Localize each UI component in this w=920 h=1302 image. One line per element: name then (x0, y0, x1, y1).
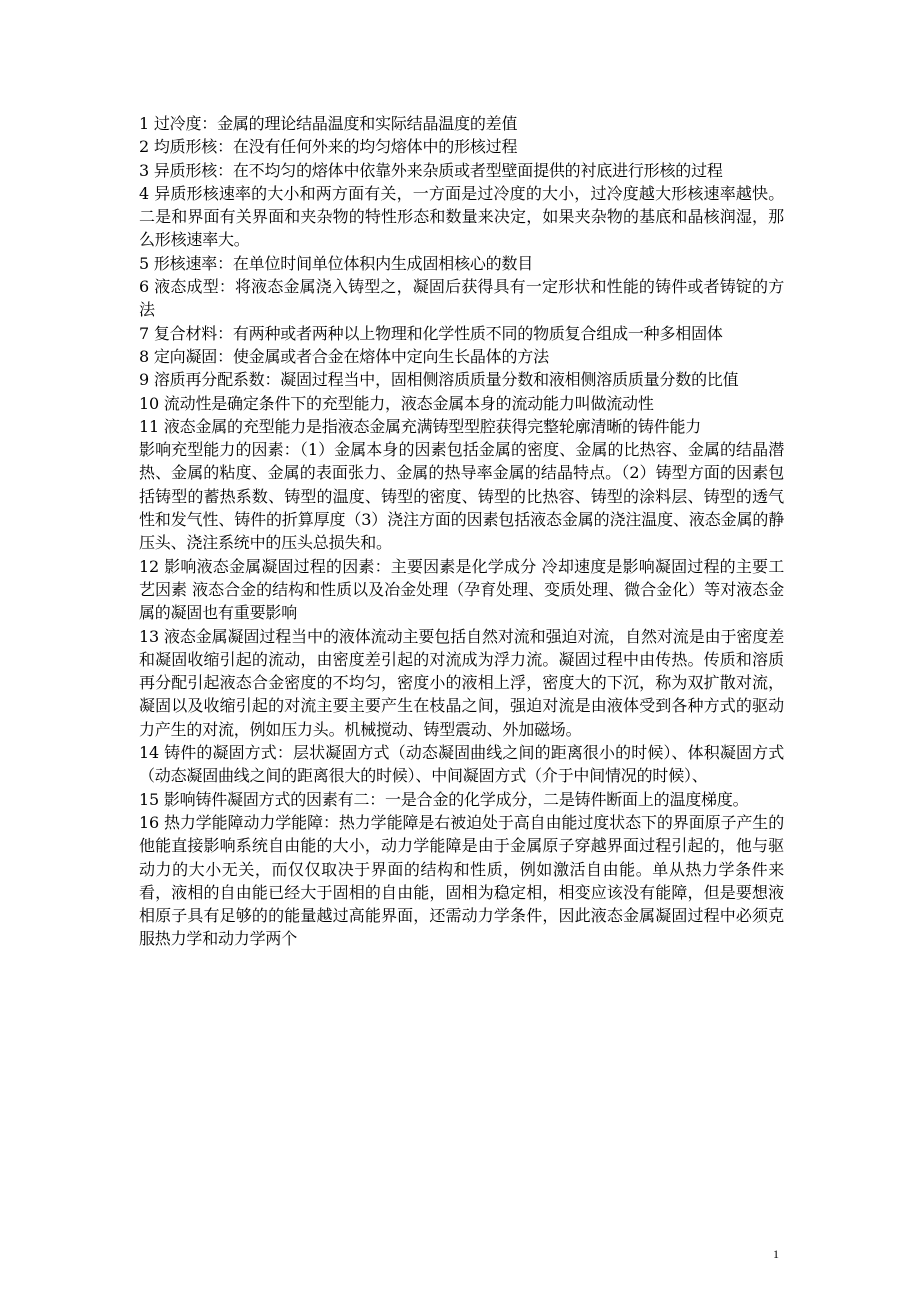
paragraph-10: 10 流动性是确定条件下的充型能力，液态金属本身的流动能力叫做流动性 (139, 393, 654, 413)
paragraph-8: 8 定向凝固：使金属或者合金在熔体中定向生长晶体的方法 (139, 346, 549, 366)
paragraph-16: 16 热力学能障动力学能障：热力学能障是右被迫处于高自由能过度状态下的界面原子产生的他能直接影响系统自由能的大小，动力学能障是由于金属原子穿越界面过程引起的，他与驱动力的大小无关，而仅仅取决于界面的结构和性质，例如激活自由能。单从热力学条件来看，液相的自由能已经大于固相的自由能，固相为稳定相，相变应该没有能障，但是要想液相原子具有足够的的能量越过高能界面，还需动力学条件，因此液态金属凝固过程中必须克服热力学和动力学两个 (139, 812, 784, 949)
paragraph-12: 12 影响液态金属凝固过程的因素：主要因素是化学成分 冷却速度是影响凝固过程的主要工艺因素 液态合金的结构和性质以及冶金处理（孕育处理、变质处理、微合金化）等对液态金属的凝固也有重要影响 (139, 556, 784, 623)
paragraph-11-factors: 影响充型能力的因素：（1）金属本身的因素包括金属的密度、金属的比热容、金属的结晶潜热、金属的粘度、金属的表面张力、金属的热导率金属的结晶特点。（2）铸型方面的因素包括铸型的蓄热系数、铸型的温度、铸型的密度、铸型的比热容、铸型的涂料层、铸型的透气性和发气性、铸件的折算厚度（3）浇注方面的因素包括液态金属的浇注温度、液态金属的静压头、浇注系统中的压头总损失和。 (139, 440, 784, 553)
paragraph-5: 5 形核速率：在单位时间单位体积内生成固相核心的数目 (139, 253, 534, 273)
paragraph-1: 1 过冷度：金属的理论结晶温度和实际结晶温度的差值 (139, 114, 518, 133)
document-body (139, 112, 784, 951)
paragraph-6: 6 液态成型：将液态金属浇入铸型之，凝固后获得具有一定形状和性能的铸件或者铸锭的方法 (139, 277, 784, 320)
paragraph-4: 4 异质形核速率的大小和两方面有关，一方面是过冷度的大小，过冷度越大形核速率越快。二是和界面有关界面和夹杂物的特性形态和数量来决定，如果夹杂物的基底和晶核润湿，那么形核速率大。 (139, 183, 784, 250)
paragraph-9: 9 溶质再分配系数：凝固过程当中，固相侧溶质质量分数和液相侧溶质质量分数的比值 (139, 370, 739, 390)
paragraph-13: 13 液态金属凝固过程当中的液体流动主要包括自然对流和强迫对流，自然对流是由于密度差和凝固收缩引起的流动，由密度差引起的对流成为浮力流。凝固过程中由传热。传质和溶质再分配引起液态合金密度的不均匀，密度小的液相上浮，密度大的下沉，称为双扩散对流，凝固以及收缩引起的对流主要主要产生在枝晶之间，强迫对流是由液体受到各种方式的驱动力产生的对流，例如压力头。机械搅动、铸型震动、外加磁场。 (139, 626, 784, 739)
paragraph-14: 14 铸件的凝固方式：层状凝固方式（动态凝固曲线之间的距离很小的时候）、体积凝固方式（动态凝固曲线之间的距离很大的时候）、中间凝固方式（介于中间情况的时候）、 (139, 743, 784, 786)
paragraph-7: 7 复合材料：有两种或者两种以上物理和化学性质不同的物质复合组成一种多相固体 (139, 323, 723, 343)
paragraph-15: 15 影响铸件凝固方式的因素有二：一是合金的化学成分，二是铸件断面上的温度梯度。 (139, 789, 749, 809)
page-number: 1 (773, 1247, 779, 1261)
paragraph-2: 2 均质形核：在没有任何外来的均匀熔体中的形核过程 (139, 137, 518, 157)
paragraph-11: 11 液态金属的充型能力是指液态金属充满铸型型腔获得完整轮廓清晰的铸件能力 (139, 416, 702, 436)
paragraph-3: 3 异质形核：在不均匀的熔体中依靠外来杂质或者型壁面提供的衬底进行形核的过程 (139, 160, 723, 180)
